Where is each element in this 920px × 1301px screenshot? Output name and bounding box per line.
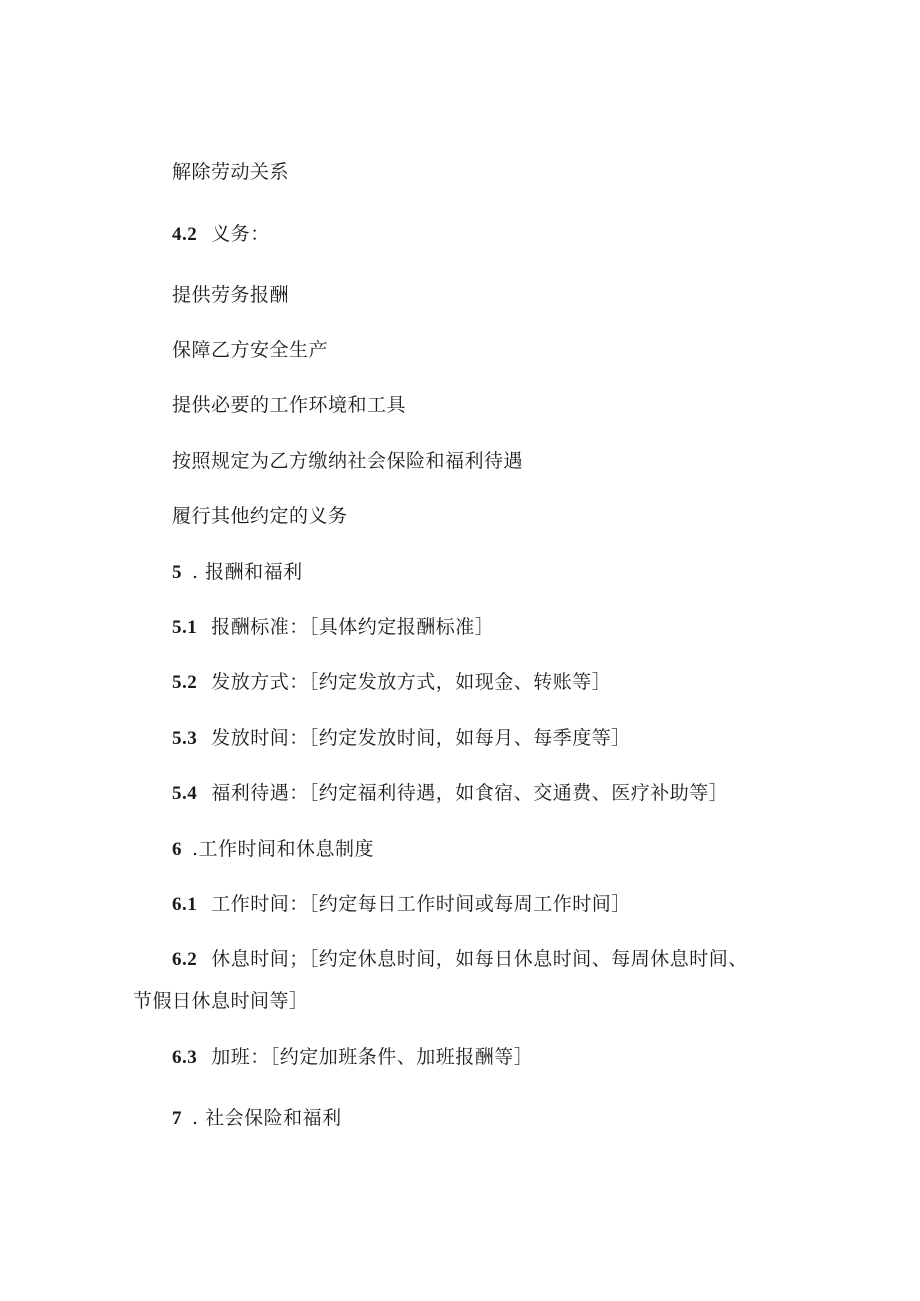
text-line [172, 504, 348, 528]
clause-line [172, 781, 728, 806]
clause-number: 5.1 [172, 617, 198, 638]
clause-line [172, 947, 748, 972]
clause-line [172, 726, 631, 751]
text-line [172, 449, 523, 473]
text-line [172, 160, 289, 184]
line-text: 发放时间：［约定发放时间，如每月、每季度等］ [211, 727, 631, 749]
clause-number: 6.2 [172, 949, 198, 970]
section-heading [172, 222, 270, 247]
clause-number: 6.1 [172, 894, 198, 915]
section-number: 4.2 [172, 224, 198, 245]
line-text: 提供劳务报酬 [172, 284, 290, 306]
clause-number: 6.3 [172, 1047, 198, 1068]
line-text: 保障乙方安全生产 [172, 339, 329, 361]
line-text: 发放方式：［约定发放方式，如现金、转账等］ [211, 671, 612, 693]
line-text: 报酬标准：［具体约定报酬标准］ [211, 616, 495, 638]
text-line [172, 393, 406, 417]
line-text: . 报酬和福利 [192, 561, 303, 583]
line-text: 加班：［约定加班条件、加班报酬等］ [211, 1046, 534, 1068]
clause-line [172, 1045, 533, 1070]
line-text: 节假日休息时间等］ [133, 990, 309, 1012]
clause-line [172, 615, 494, 640]
clause-number: 5.4 [172, 783, 198, 804]
line-text: 休息时间；［约定休息时间，如每日休息时间、每周休息时间、 [211, 948, 748, 970]
line-text: .工作时间和休息制度 [192, 838, 375, 860]
line-text: 义务： [211, 223, 270, 245]
line-text: 解除劳动关系 [172, 161, 290, 183]
line-text: 履行其他约定的义务 [172, 505, 348, 527]
section-heading [172, 560, 303, 585]
text-line [172, 338, 328, 362]
section-number: 7 [172, 1108, 182, 1129]
clause-continuation [133, 989, 309, 1013]
line-text: 提供必要的工作环境和工具 [172, 394, 407, 416]
section-number: 5 [172, 562, 182, 583]
clause-number: 5.3 [172, 728, 198, 749]
section-heading [172, 1106, 342, 1131]
section-heading [172, 837, 374, 862]
clause-line [172, 670, 611, 695]
line-text: 福利待遇：［约定福利待遇，如食宿、交通费、医疗补助等］ [211, 782, 729, 804]
clause-number: 5.2 [172, 672, 198, 693]
clause-line [172, 892, 631, 917]
line-text: 工作时间：［约定每日工作时间或每周工作时间］ [211, 893, 631, 915]
line-text: 按照规定为乙方缴纳社会保险和福利待遇 [172, 450, 524, 472]
text-line [172, 283, 289, 307]
line-text: . 社会保险和福利 [192, 1107, 342, 1129]
section-number: 6 [172, 839, 182, 860]
